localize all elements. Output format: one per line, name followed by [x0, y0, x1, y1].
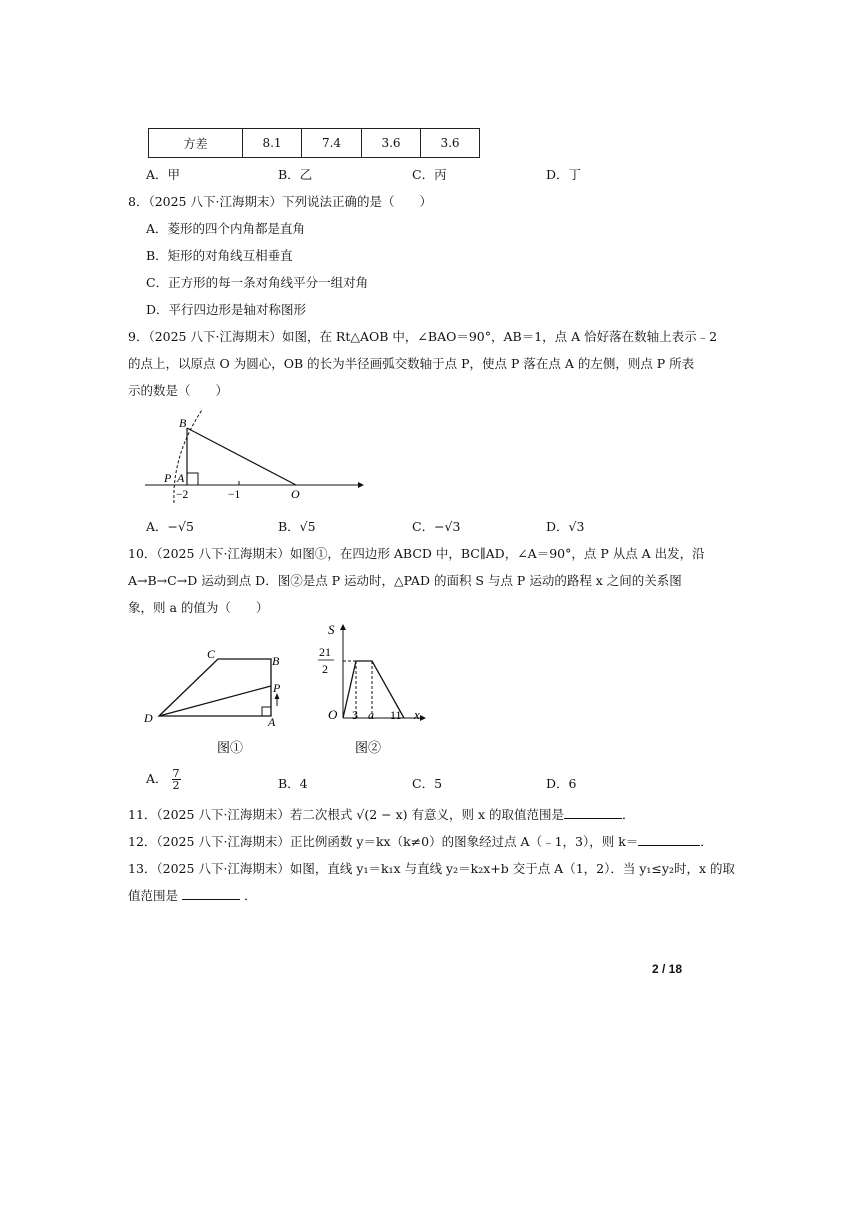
q11-end: ． — [622, 807, 635, 822]
q10-figure-2 — [310, 618, 435, 762]
q7-option-a: A．甲 — [146, 167, 181, 182]
segment-dp — [159, 686, 271, 716]
q7-option-d: D．丁 — [546, 167, 582, 182]
label-d: D — [144, 711, 153, 725]
label-p: P — [164, 471, 172, 485]
table-cell: 3.6 — [362, 129, 421, 158]
q8-option-a: A．菱形的四个内角都是直角 — [146, 221, 306, 236]
q12 — [128, 832, 713, 850]
s-axis-arrow-icon — [340, 624, 346, 630]
q9-stem-line1: 9．（2025 八下·江海期末）如图，在 Rt△AOB 中，∠BAO＝90°，AB＝1，点 A 恰好落在数轴上表示﹣2 — [128, 329, 718, 344]
q13-stem-line1: 13．（2025 八下·江海期末）如图，直线 y₁＝k₁x 与直线 y₂＝k₂x+b 交于点 A（1，2）．当 y₁≤y₂时，x 的取 — [128, 861, 735, 876]
fraction-7-2 — [172, 768, 181, 791]
q8-option-d: D．平行四边形是轴对称图形 — [146, 302, 307, 317]
q10-option-a — [146, 768, 181, 791]
q9-option-d: D．√3 — [546, 519, 585, 534]
label-o: O — [328, 707, 338, 722]
q12-text: 12．（2025 八下·江海期末）正比例函数 y＝kx（k≠0）的图象经过点 A（﹣1，3），则 k＝ — [128, 834, 639, 849]
q9-stem-line2: 的点上，以原点 O 为圆心，OB 的长为半径画弧交数轴于点 P，使点 P 落在点 A 的左侧，则点 P 所表 — [128, 356, 695, 371]
q10-stem-line3: 象，则 a 的值为（ ） — [128, 600, 269, 615]
answer-blank — [564, 808, 622, 819]
label-o: O — [291, 487, 300, 501]
q11-text: 11．（2025 八下·江海期末）若二次根式 √(2 − x) 有意义，则 x 的取值范围是 — [128, 807, 564, 822]
q11 — [128, 805, 635, 823]
figure-2-caption: 图② — [355, 740, 382, 755]
variance-table — [148, 128, 480, 158]
q7-option-c: C．丙 — [412, 167, 447, 182]
table-row — [149, 129, 480, 158]
q9-option-b: B．√5 — [278, 519, 316, 534]
q7-option-b: B．乙 — [278, 167, 313, 182]
q10-figure-1 — [138, 644, 298, 762]
label-a: A — [268, 715, 276, 729]
tick-label-a: a — [368, 708, 374, 722]
label-p: P — [273, 681, 281, 695]
q9-option-c: C．−√3 — [412, 519, 461, 534]
tick-label-11: 11 — [390, 708, 402, 722]
tick-label-3: 3 — [352, 708, 358, 722]
q10-option-d: D．6 — [546, 776, 577, 791]
fraction-numerator: 7 — [172, 767, 180, 780]
axis-label-s: S — [328, 622, 335, 637]
q10-stem-line1: 10．（2025 八下·江海期末）如图①，在四边形 ABCD 中，BC∥AD，∠A＝90°，点 P 从点 A 出发，沿 — [128, 546, 705, 561]
q8-stem: 8．（2025 八下·江海期末）下列说法正确的是（ ） — [128, 194, 432, 209]
quadrilateral-abcd — [159, 659, 271, 716]
table-label-cell: 方差 — [149, 129, 243, 158]
axis-label-x: x — [414, 707, 420, 722]
q13-end: ． — [243, 888, 257, 903]
label-b: B — [272, 654, 280, 668]
q13-text: 值范围是 — [128, 888, 179, 903]
x-axis-arrow-icon — [420, 715, 426, 721]
q10-option-b: B．4 — [278, 776, 308, 791]
q9-option-a: A．−√5 — [146, 519, 194, 534]
q13-line2 — [128, 886, 257, 904]
label-b: B — [179, 416, 187, 430]
option-a-label: A． — [146, 771, 168, 786]
label-c: C — [207, 647, 216, 661]
q9-stem-line3: 示的数是（ ） — [128, 383, 229, 398]
answer-blank — [182, 889, 240, 900]
fraction-denominator: 2 — [172, 779, 180, 792]
q10-option-c: C．5 — [412, 776, 443, 791]
label-a: A — [177, 471, 185, 485]
tick-label-neg1: −1 — [228, 489, 241, 501]
table-cell: 3.6 — [421, 129, 480, 158]
right-angle-mark — [187, 473, 198, 485]
value-numerator: 21 — [319, 645, 331, 659]
q8-option-c: C．正方形的每一条对角线平分一组对角 — [146, 275, 369, 290]
q9-number-line-figure — [140, 405, 370, 505]
q12-end: ． — [700, 834, 713, 849]
q8-option-b: B．矩形的对角线互相垂直 — [146, 248, 293, 263]
figure-1-caption: 图① — [217, 740, 244, 755]
value-denominator: 2 — [322, 662, 328, 676]
tick-label-neg2: −2 — [176, 489, 189, 501]
segment-bo — [187, 428, 296, 485]
table-cell: 7.4 — [302, 129, 362, 158]
q10-stem-line2: A→B→C→D 运动到点 D．图②是点 P 运动时，△PAD 的面积 S 与点 P 运动的路程 x 之间的关系图 — [128, 573, 682, 588]
table-cell: 8.1 — [243, 129, 302, 158]
answer-blank — [638, 835, 700, 846]
page-number: 2 / 18 — [652, 962, 683, 976]
axis-arrow-icon — [358, 482, 364, 488]
